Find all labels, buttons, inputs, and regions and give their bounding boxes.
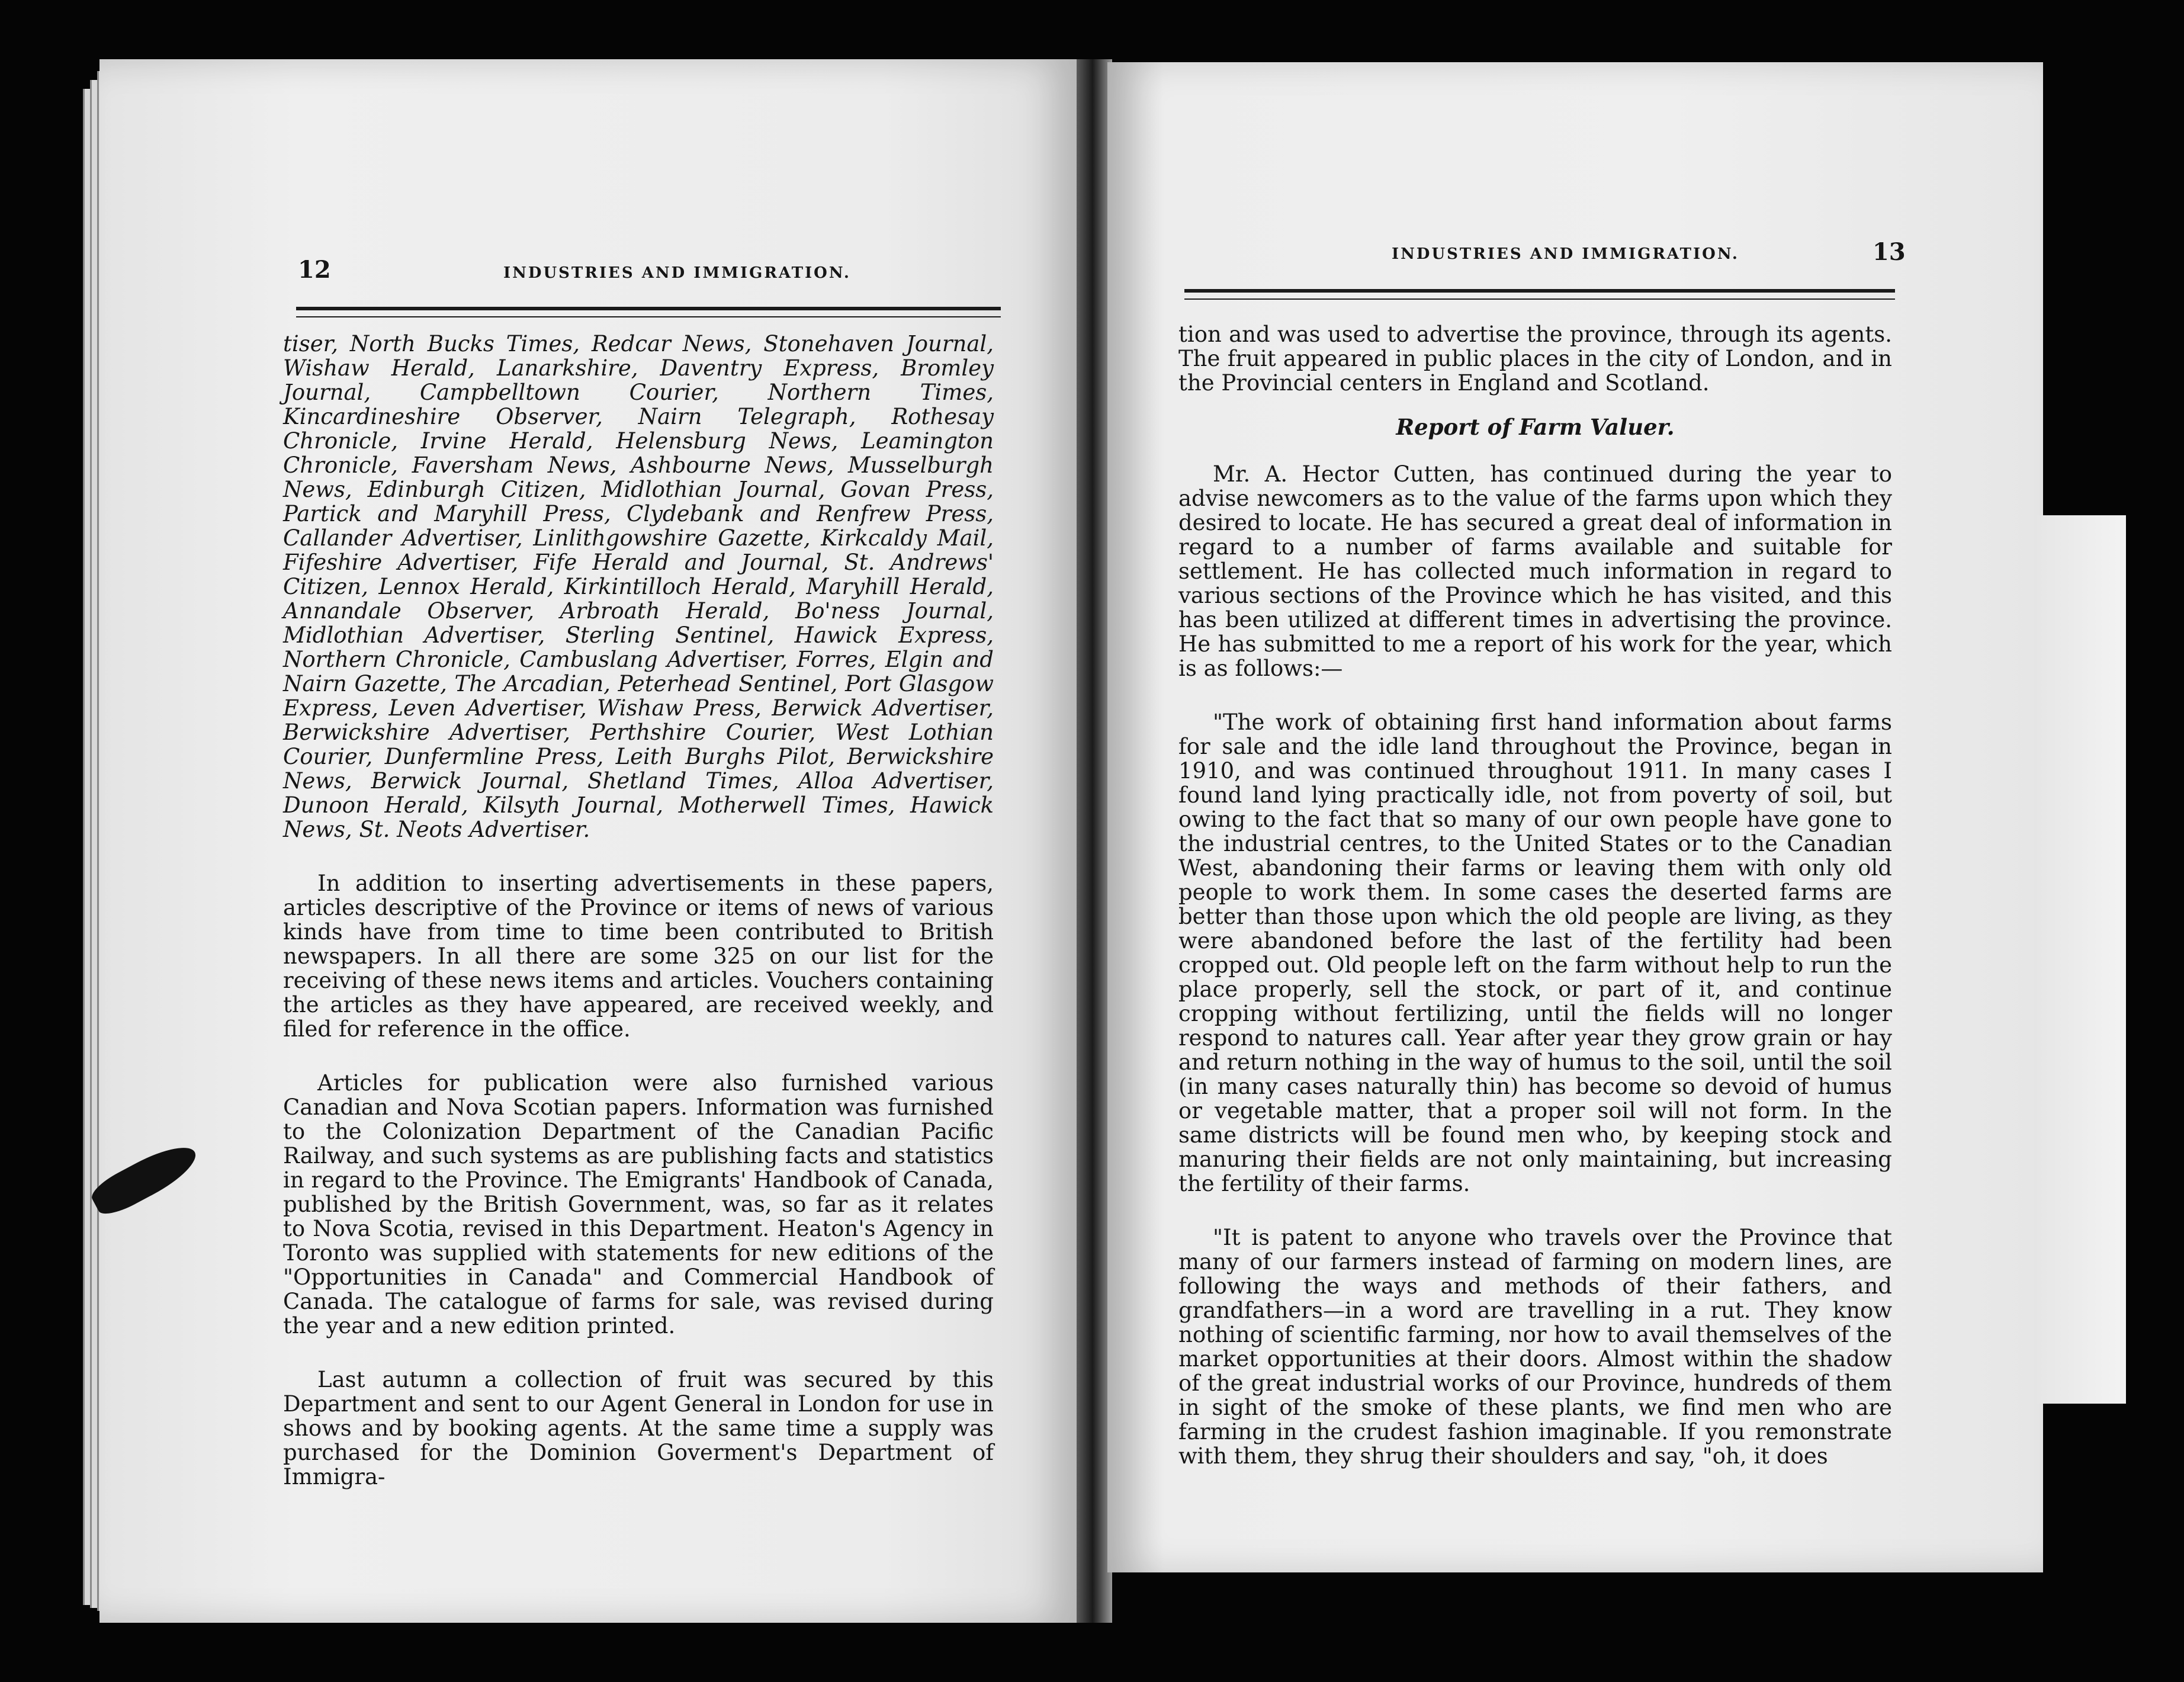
section-heading: Report of Farm Valuer. (1396, 414, 1675, 440)
newspaper-list: tiser, North Bucks Times, Redcar News, Stonehaven Journal, Wishaw Herald, Lanarkshire, Daventry Express, Bromley Journal, Campbelltown Courier, Northern Times, Kincardineshire Observer, Nairn Telegraph, Rothesay Chronicle, Irvine Herald, Helensburg News, Leamington Chronicle, Faversham News, Ashbourne News, Musselburgh News, Edinburgh Citizen, Midlothian Journal, Govan Press, Partick and Maryhill Press, Clydebank and Renfrew Press, Callander Advertiser, Linlithgowshire Gazette, Kirkcaldy Mail, Fifeshire Advertiser, Fife Herald and Journal, St. Andrews' Citizen, Lennox Herald, Kirkintilloch Herald, Maryhill Herald, Annandale Observer, Arbroath Herald, Bo'ness Journal, Midlothian Advertiser, Sterling Sentinel, Hawick Express, Northern Chronicle, Cambuslang Advertiser, Forres, Elgin and Nairn Gazette, The Arcadian, Peterhead Sentinel, Port Glasgow Express, Leven Advertiser, Wishaw Press, Berwick Advertiser, Berwickshire Advertiser, Perthshire Courier, West Lothian Courier, Dunfermline Press, Leith Burghs Pilot, Berwickshire News, Berwick Journal, Shetland Times, Alloa Advertiser, Dunoon Herald, Kilsyth Journal, Motherwell Times, Hawick News, St. Neots Advertiser. (283, 331, 994, 842)
right-page-text (1178, 322, 1892, 1469)
right-paragraph-2: "The work of obtaining first hand information about farms for sale and the idle land throughout the Province, began in 1910, and was continued throughout 1911. In many cases I found land lying practically idle, not from poverty of soil, but owing to the fact that so many of our own people have gone to the industrial centres, to the United States or to the Canadian West, abandoning their farms or leaving them with only old people to work them. In some cases the deserted farms are better than those upon which the old people are living, as they were abandoned before the last of the fertility had been cropped out. Old people left on the farm without help to run the place properly, sell the stock, or part of it, and continue cropping without fertilizing, until the fields will no longer respond to natures call. Year after year they grow grain or hay and return nothing in the way of humus to the soil, until the soil (in many cases naturally thin) has become so devoid of humus or vegetable matter, that a proper soil will not form. In the same districts will be found men who, by keeping stock and manuring their fields are not only maintaining, but increasing the fertility of their farms. (1178, 710, 1892, 1196)
right-running-head: INDUSTRIES AND IMMIGRATION. (1392, 245, 1739, 263)
right-paragraph-0: tion and was used to advertise the province, through its agents. The fruit appeared in public places in the city of London, and in the Provincial centers in England and Scotland. (1178, 322, 1892, 396)
right-header-rule (1184, 289, 1895, 293)
left-page-text (283, 331, 994, 1490)
left-page-number: 12 (298, 256, 331, 284)
left-paragraph-2: Articles for publication were also furnished various Canadian and Nova Scotian papers. Information was furnished to the Colonization Department of the Canadian Pacific Railway, and such systems as are publishing facts and statistics in regard to the Province. The Emigrants' Handbook of Canada, published by the British Government, was, so far as it relates to Nova Scotia, revised in this Department. Heaton's Agency in Toronto was supplied with statements for new editions of the "Opportunities in Canada" and Commercial Handbook of Canada. The catalogue of farms for sale, was revised during the year and a new edition printed. (283, 1070, 994, 1338)
book-gutter (1077, 59, 1112, 1623)
fold-out-tab (2037, 515, 2126, 1404)
left-paragraph-1: In addition to inserting advertisements in these papers, articles descriptive of the Province or items of news of various kinds have from time to time been contributed to British newspapers. In all there are some 325 on our list for the receiving of these news items and articles. Vouchers containing the articles as they have appeared, are received weekly, and filed for reference in the office. (283, 871, 994, 1042)
left-header-rule (296, 307, 1001, 310)
right-paragraph-1: Mr. A. Hector Cutten, has continued during the year to advise newcomers as to the value of the farms upon which they desired to locate. He has secured a great deal of information in regard to a number of farms available and suitable for settlement. He has collected much information in regard to various sections of the Province which he has visited, and this has been utilized at different times in advertising the province. He has submitted to me a report of his work for the year, which is as follows:— (1178, 461, 1892, 681)
left-header-rule-thin (296, 316, 1001, 317)
right-header-rule-thin (1184, 298, 1895, 300)
right-paragraph-3: "It is patent to anyone who travels over the Province that many of our farmers instead of farming on modern lines, are following the ways and methods of their fathers, and grandfathers—in a word are travelling in a rut. They know nothing of scientific farming, nor how to avail themselves of the market opportunities at their doors. Almost within the shadow of the great industrial works of our Province, hundreds of them in sight of the smoke of these plants, we find men who are farming in the crudest fashion imaginable. If you remonstrate with them, they shrug their shoulders and say, "oh, it does (1178, 1225, 1892, 1469)
left-paragraph-3: Last autumn a collection of fruit was secured by this Department and sent to our Agent General in London for use in shows and by booking agents. At the same time a supply was purchased for the Dominion Goverment's Department of Immigra- (283, 1367, 994, 1490)
left-running-head: INDUSTRIES AND IMMIGRATION. (503, 264, 851, 282)
right-page-number: 13 (1873, 238, 1906, 266)
